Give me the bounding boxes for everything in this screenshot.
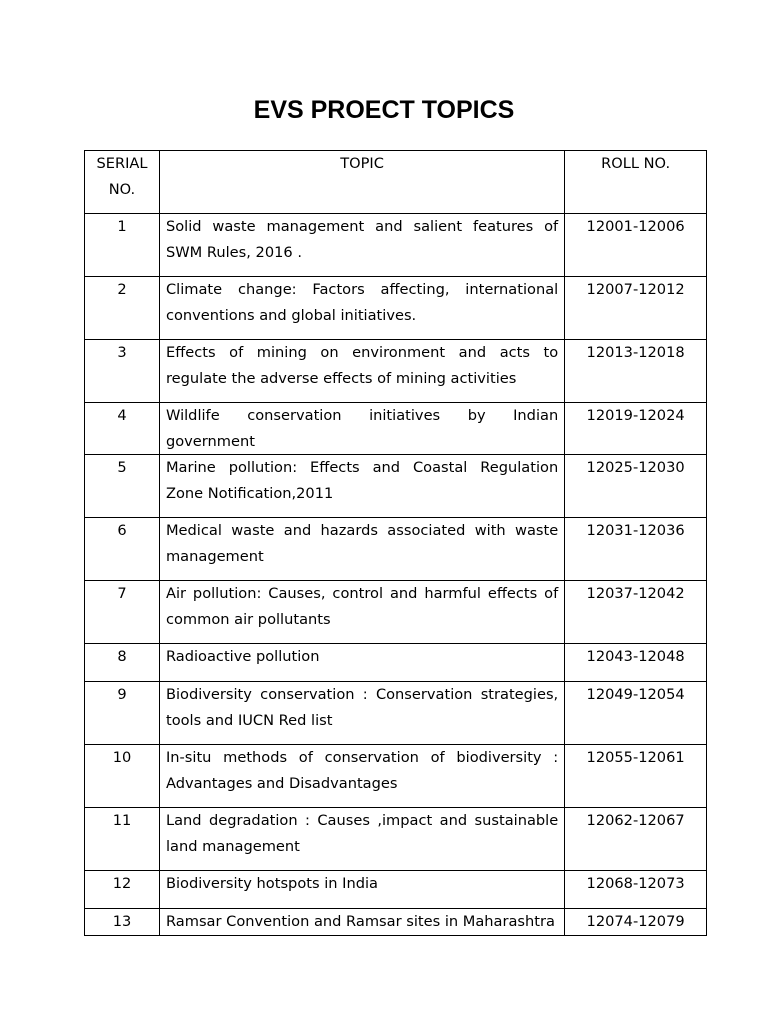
serial-cell: 13 <box>85 909 160 936</box>
serial-cell: 6 <box>85 518 160 581</box>
table-row <box>85 644 707 682</box>
topic-cell: Medical waste and hazards associated with waste management <box>159 518 564 581</box>
roll-cell: 12013-12018 <box>565 340 707 403</box>
roll-cell: 12007-12012 <box>565 277 707 340</box>
topic-cell: Wildlife conservation initiatives by Indian government <box>159 403 564 455</box>
table-row <box>85 745 707 808</box>
table-row <box>85 808 707 871</box>
serial-cell: 5 <box>85 455 160 518</box>
topic-cell: Biodiversity hotspots in India <box>159 871 564 909</box>
roll-cell: 12068-12073 <box>565 871 707 909</box>
roll-cell: 12037-12042 <box>565 581 707 644</box>
topic-cell: Solid waste management and salient features of SWM Rules, 2016 . <box>159 214 564 277</box>
roll-cell: 12043-12048 <box>565 644 707 682</box>
table-row <box>85 871 707 909</box>
header-topic: TOPIC <box>159 151 564 214</box>
serial-cell: 3 <box>85 340 160 403</box>
topic-cell: Land degradation : Causes ,impact and sustainable land management <box>159 808 564 871</box>
serial-cell: 11 <box>85 808 160 871</box>
header-roll-no: ROLL NO. <box>565 151 707 214</box>
topic-cell: In-situ methods of conservation of biodiversity : Advantages and Disadvantages <box>159 745 564 808</box>
page-title: EVS PROECT TOPICS <box>253 96 515 124</box>
serial-cell: 4 <box>85 403 160 455</box>
serial-cell: 1 <box>85 214 160 277</box>
topic-cell: Ramsar Convention and Ramsar sites in Maharashtra <box>159 909 564 936</box>
roll-cell: 12074-12079 <box>565 909 707 936</box>
topic-cell: Radioactive pollution <box>159 644 564 682</box>
topic-cell: Air pollution: Causes, control and harmful effects of common air pollutants <box>159 581 564 644</box>
topic-cell: Marine pollution: Effects and Coastal Regulation Zone Notification,2011 <box>159 455 564 518</box>
roll-cell: 12049-12054 <box>565 682 707 745</box>
roll-cell: 12062-12067 <box>565 808 707 871</box>
serial-cell: 2 <box>85 277 160 340</box>
serial-cell: 10 <box>85 745 160 808</box>
table-row <box>85 909 707 936</box>
table-row <box>85 403 707 455</box>
roll-cell: 12019-12024 <box>565 403 707 455</box>
topic-cell: Biodiversity conservation : Conservation strategies, tools and IUCN Red list <box>159 682 564 745</box>
topic-cell: Effects of mining on environment and acts to regulate the adverse effects of mining activities <box>159 340 564 403</box>
topics-table <box>84 150 707 936</box>
serial-cell: 9 <box>85 682 160 745</box>
table-header-row <box>85 151 707 214</box>
serial-cell: 12 <box>85 871 160 909</box>
roll-cell: 12025-12030 <box>565 455 707 518</box>
header-serial-no: SERIAL NO. <box>85 151 160 214</box>
serial-cell: 7 <box>85 581 160 644</box>
roll-cell: 12031-12036 <box>565 518 707 581</box>
table-row <box>85 277 707 340</box>
table-row <box>85 518 707 581</box>
table-row <box>85 682 707 745</box>
roll-cell: 12001-12006 <box>565 214 707 277</box>
table-row <box>85 581 707 644</box>
table-row <box>85 455 707 518</box>
topic-cell: Climate change: Factors affecting, international conventions and global initiatives. <box>159 277 564 340</box>
table-row <box>85 214 707 277</box>
roll-cell: 12055-12061 <box>565 745 707 808</box>
serial-cell: 8 <box>85 644 160 682</box>
table-row <box>85 340 707 403</box>
